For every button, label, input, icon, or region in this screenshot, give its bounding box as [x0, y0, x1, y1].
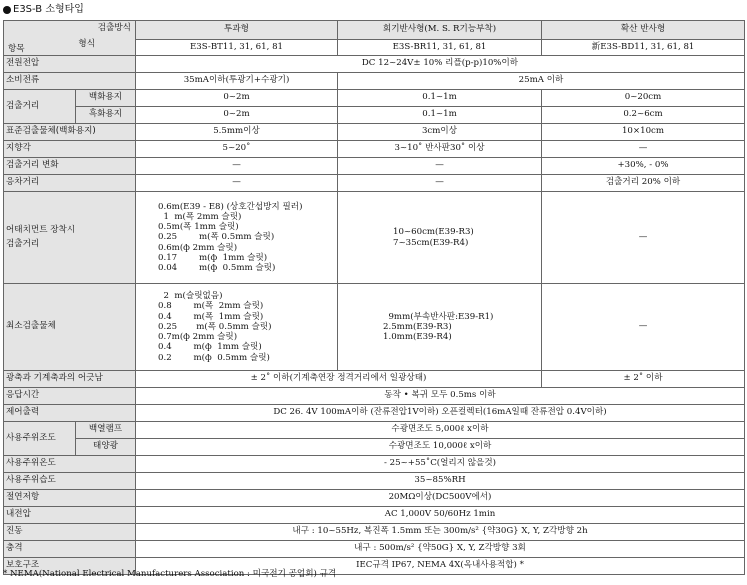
row-value: 내구 : 10~55Hz, 복진폭 1.5mm 또는 300m/s² {약30G} X, Y, Z각방향 2h: [136, 524, 745, 541]
row-value: —: [136, 175, 338, 192]
table-row: [4, 73, 745, 90]
spec-table: [3, 20, 745, 575]
list-item: 0.25 m(폭 0.5mm 슬릿): [158, 321, 272, 332]
list-item: 10~60cm(E39-R3): [393, 227, 474, 238]
row-value: +30%, - 0%: [542, 158, 745, 175]
row-value-list: [136, 284, 338, 371]
bullet-icon: [3, 6, 11, 14]
row-value: ± 2˚ 이하(기계축연장 정격거리에서 일광상태): [136, 371, 542, 388]
row-label: 사용주위온도: [4, 456, 136, 473]
row-sublabel: 백화용지: [76, 90, 136, 107]
row-label: 소비전류: [4, 73, 136, 90]
table-row: [4, 158, 745, 175]
row-label: [4, 192, 136, 284]
row-value: IEC규격 IP67, NEMA 4X(옥내사용적합) *: [136, 558, 745, 575]
row-value: 10×10cm: [542, 124, 745, 141]
table-row: [4, 56, 745, 73]
row-value: —: [542, 284, 745, 371]
row-value: DC 12~24V± 10% 리플(p-p)10%이하: [136, 56, 745, 73]
row-value: 5~20˚: [136, 141, 338, 158]
row-label: 전원전압: [4, 56, 136, 73]
header-corner: [4, 21, 136, 56]
table-row: [4, 541, 745, 558]
list-item: 7~35cm(E39-R4): [393, 237, 469, 248]
list-item: 0.04 m(ф 0.5mm 슬릿): [158, 263, 276, 273]
row-value: 35mA이하(투광기+수광기): [136, 73, 338, 90]
table-row: [4, 524, 745, 541]
row-label-line: 검출거리: [6, 239, 40, 249]
row-label: 지향각: [4, 141, 136, 158]
row-value: 0~20cm: [542, 90, 745, 107]
list-item: 0.4 m(폭 1mm 슬릿): [158, 311, 264, 322]
row-value-list: [338, 192, 542, 284]
list-item: 9mm(부속반사판:E39-R1): [383, 311, 494, 322]
table-row: [4, 141, 745, 158]
row-sublabel: 백열램프: [76, 422, 136, 439]
row-value: —: [338, 158, 542, 175]
row-value: 검출거리 20% 이하: [542, 175, 745, 192]
list-item: 0.2 m(ф 0.5mm 슬릿): [158, 352, 270, 363]
row-value: 20MΩ이상(DC500V에서): [136, 490, 745, 507]
row-value: 수광면조도 10,000ℓ x이하: [136, 439, 745, 456]
row-value: 0.1~1m: [338, 107, 542, 124]
row-value: 35~85%RH: [136, 473, 745, 490]
row-value: AC 1,000V 50/60Hz 1min: [136, 507, 745, 524]
table-row: [4, 90, 745, 107]
row-sublabel: 흑화용지: [76, 107, 136, 124]
footnote: * NEMA(National Electrical Manufacturers Association : 미국전기 공업회) 규격: [3, 569, 337, 579]
row-label: 사용주위조도: [4, 422, 76, 456]
model-col2: E3S-BR11, 31, 61, 81: [338, 40, 542, 56]
row-label: 사용주위습도: [4, 473, 136, 490]
row-label: 보호구조: [4, 558, 136, 575]
row-label: 검출거리 변화: [4, 158, 136, 175]
model-col1: E3S-BT11, 31, 61, 81: [136, 40, 338, 56]
table-row: [4, 422, 745, 439]
row-value-list: [136, 192, 338, 284]
row-label: 광축과 기계축과의 어긋남: [4, 371, 136, 388]
model-col3: 新E3S-BD11, 31, 61, 81: [542, 40, 745, 56]
section-title-text: E3S-B 소형타입: [13, 3, 84, 15]
list-item: 0.5m(폭 1mm 슬릿): [158, 222, 239, 233]
table-row: [4, 507, 745, 524]
list-item: 0.25 m(폭 0.5mm 슬릿): [158, 232, 275, 243]
row-label: 충격: [4, 541, 136, 558]
header-row: [4, 21, 745, 40]
table-row: [4, 456, 745, 473]
row-value: —: [136, 158, 338, 175]
table-row: [4, 107, 745, 124]
row-value: 동작 • 복귀 모두 0.5ms 이하: [136, 388, 745, 405]
table-row: [4, 439, 745, 456]
row-label: 절연저항: [4, 490, 136, 507]
row-label-line: 어태치먼트 장착시: [6, 224, 76, 235]
list-item: 2 m(슬릿없음): [158, 291, 223, 302]
row-label: 최소검출물체: [4, 284, 136, 371]
row-value: ± 2˚ 이하: [542, 371, 745, 388]
row-value: 5.5mm이상: [136, 124, 338, 141]
row-value: 3~10˚ 반사판30˚ 이상: [338, 141, 542, 158]
row-label: 진동: [4, 524, 136, 541]
row-value: 0.2~6cm: [542, 107, 745, 124]
row-value: 수광면조도 5,000ℓ x이하: [136, 422, 745, 439]
corner-method-label: 검출방식: [97, 23, 131, 33]
row-value: —: [542, 192, 745, 284]
row-label: 제어출력: [4, 405, 136, 422]
list-item: 2.5mm(E39-R3): [383, 321, 452, 332]
row-value: 3cm이상: [338, 124, 542, 141]
list-item: 1.0mm(E39-R4): [383, 332, 452, 343]
corner-model-label: 형식: [78, 39, 95, 49]
table-row: [4, 473, 745, 490]
header-col3: 확산 반사형: [542, 21, 745, 40]
table-row: [4, 490, 745, 507]
row-label: 검출거리: [4, 90, 76, 124]
row-value: 25mA 이하: [338, 73, 745, 90]
row-value: —: [542, 141, 745, 158]
table-row: [4, 371, 745, 388]
row-label: 응차거리: [4, 175, 136, 192]
header-col1: 투과형: [136, 21, 338, 40]
list-item: 0.4 m(ф 1mm 슬릿): [158, 342, 262, 353]
list-item: 0.7m(ф 2mm 슬릿): [158, 332, 238, 343]
row-value: 0.1~1m: [338, 90, 542, 107]
table-row: [4, 192, 745, 284]
row-value: 0~2m: [136, 90, 338, 107]
table-row: [4, 124, 745, 141]
corner-item-label: 항목: [8, 44, 25, 54]
row-value: 0~2m: [136, 107, 338, 124]
table-row: [4, 284, 745, 371]
row-value: DC 26. 4V 100mA이하 (잔류전압1V이하) 오픈컬렉터(16mA일때 잔류전압 0.4V이하): [136, 405, 745, 422]
row-value: - 25~+55˚C(얼리지 않을것): [136, 456, 745, 473]
list-item: 0.8 m(폭 2mm 슬릿): [158, 301, 264, 312]
row-value: 내구 : 500m/s² {약50G} X, Y, Z각방향 3회: [136, 541, 745, 558]
table-row: [4, 388, 745, 405]
section-title: [3, 3, 84, 17]
row-value: —: [338, 175, 542, 192]
header-col2: 회기반사형(M. S. R기능부착): [338, 21, 542, 40]
row-label: 내전압: [4, 507, 136, 524]
row-sublabel: 태양광: [76, 439, 136, 456]
table-row: [4, 405, 745, 422]
list-item: 1 m(폭 2mm 슬릿): [158, 211, 242, 222]
list-item: 0.6m(ф 2mm 슬릿): [158, 242, 238, 253]
row-label: 표준검출물체(백화용지): [4, 124, 136, 141]
row-value-list: [338, 284, 542, 371]
list-item: 0.6m(E39 - E8) (상호간섭방지 필러): [158, 201, 303, 212]
table-row: [4, 175, 745, 192]
row-label: 응답시간: [4, 388, 136, 405]
list-item: 0.17 m(ф 1mm 슬릿): [158, 252, 268, 263]
